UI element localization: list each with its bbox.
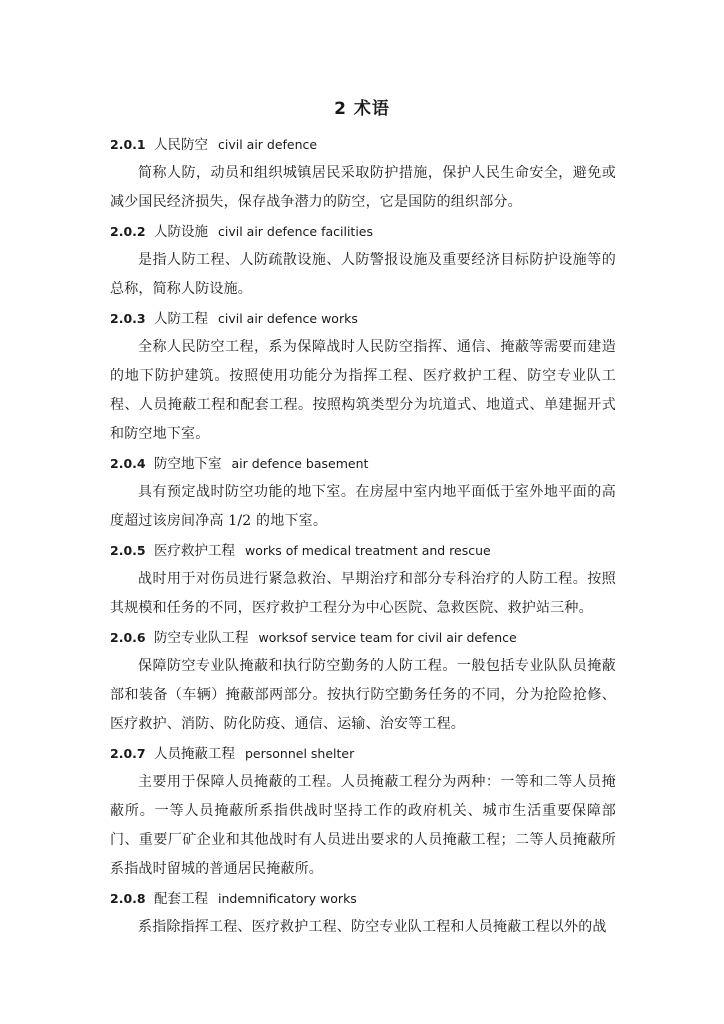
- term-heading: [110, 884, 616, 913]
- term-name-cn: 医疗救护工程: [154, 543, 235, 559]
- term-heading: [110, 304, 616, 333]
- term-2-0-6: [110, 623, 616, 739]
- term-name-en: indemnificatory works: [218, 891, 357, 906]
- term-2-0-2: [110, 217, 616, 304]
- term-name-en: works of medical treatment and rescue: [245, 543, 491, 558]
- term-number: 2.0.6: [110, 630, 146, 645]
- term-definition: 战时用于对伤员进行紧急救治、早期治疗和部分专科治疗的人防工程。按照其规模和任务的不同，医疗救护工程分为中心医院、急救医院、救护站三种。: [110, 571, 616, 616]
- term-name-cn: 人民防空: [154, 137, 208, 153]
- term-2-0-8: [110, 884, 616, 942]
- term-2-0-5: [110, 536, 616, 623]
- section-title: 2 术语: [334, 99, 390, 119]
- terms-list: [110, 130, 616, 942]
- term-definition: 保障防空专业队掩蔽和执行防空勤务的人防工程。一般包括专业队队员掩蔽部和装备（车辆）掩蔽部两部分。按执行防空勤务任务的不同，分为抢险抢修、医疗救护、消防、防化防疫、通信、运输、治安等工程。: [110, 658, 616, 732]
- term-name-cn: 人员掩蔽工程: [154, 746, 235, 762]
- term-number: 2.0.5: [110, 543, 146, 558]
- term-number: 2.0.3: [110, 311, 146, 326]
- term-name-cn: 防空专业队工程: [154, 630, 249, 646]
- term-name-cn: 人防工程: [154, 311, 208, 327]
- term-2-0-3: [110, 304, 616, 449]
- term-heading: [110, 623, 616, 652]
- term-heading: [110, 739, 616, 768]
- term-definition: 全称人民防空工程，系为保障战时人民防空指挥、通信、掩蔽等需要而建造的地下防护建筑。按照使用功能分为指挥工程、医疗救护工程、防空专业队工程、人员掩蔽工程和配套工程。按照构筑类型分为坑道式、地道式、单建掘开式和防空地下室。: [110, 339, 616, 442]
- term-number: 2.0.7: [110, 746, 146, 761]
- term-name-cn: 配套工程: [154, 891, 208, 907]
- term-number: 2.0.1: [110, 137, 146, 152]
- term-heading: [110, 536, 616, 565]
- term-name-cn: 防空地下室: [154, 456, 222, 472]
- term-heading: [110, 449, 616, 478]
- term-name-en: civil air defence works: [218, 311, 358, 326]
- term-name-cn: 人防设施: [154, 224, 208, 240]
- term-definition: 系指除指挥工程、医疗救护工程、防空专业队工程和人员掩蔽工程以外的战: [138, 919, 607, 935]
- term-heading: [110, 130, 616, 159]
- term-number: 2.0.4: [110, 456, 146, 471]
- term-2-0-4: [110, 449, 616, 536]
- term-2-0-1: [110, 130, 616, 217]
- term-2-0-7: [110, 739, 616, 884]
- term-name-en: personnel shelter: [245, 746, 355, 761]
- term-definition: 具有预定战时防空功能的地下室。在房屋中室内地平面低于室外地平面的高度超过该房间净高 1/2 的地下室。: [110, 484, 616, 529]
- term-heading: [110, 217, 616, 246]
- term-number: 2.0.8: [110, 891, 146, 906]
- term-name-en: civil air defence facilities: [218, 224, 374, 239]
- term-definition: 主要用于保障人员掩蔽的工程。人员掩蔽工程分为两种：一等和二等人员掩蔽所。一等人员掩蔽所系指供战时坚持工作的政府机关、城市生活重要保障部门、重要厂矿企业和其他战时有人员进出要求的人员掩蔽工程；二等人员掩蔽所系指战时留城的普通居民掩蔽所。: [110, 774, 616, 877]
- term-definition: 简称人防，动员和组织城镇居民采取防护措施，保护人民生命安全，避免或减少国民经济损失，保存战争潜力的防空，它是国防的组织部分。: [110, 165, 616, 210]
- term-name-en: worksof service team for civil air defence: [258, 630, 517, 645]
- term-name-en: air defence basement: [231, 456, 369, 471]
- term-name-en: civil air defence: [218, 137, 318, 152]
- term-definition: 是指人防工程、人防疏散设施、人防警报设施及重要经济目标防护设施等的总称，简称人防设施。: [110, 252, 616, 297]
- term-number: 2.0.2: [110, 224, 146, 239]
